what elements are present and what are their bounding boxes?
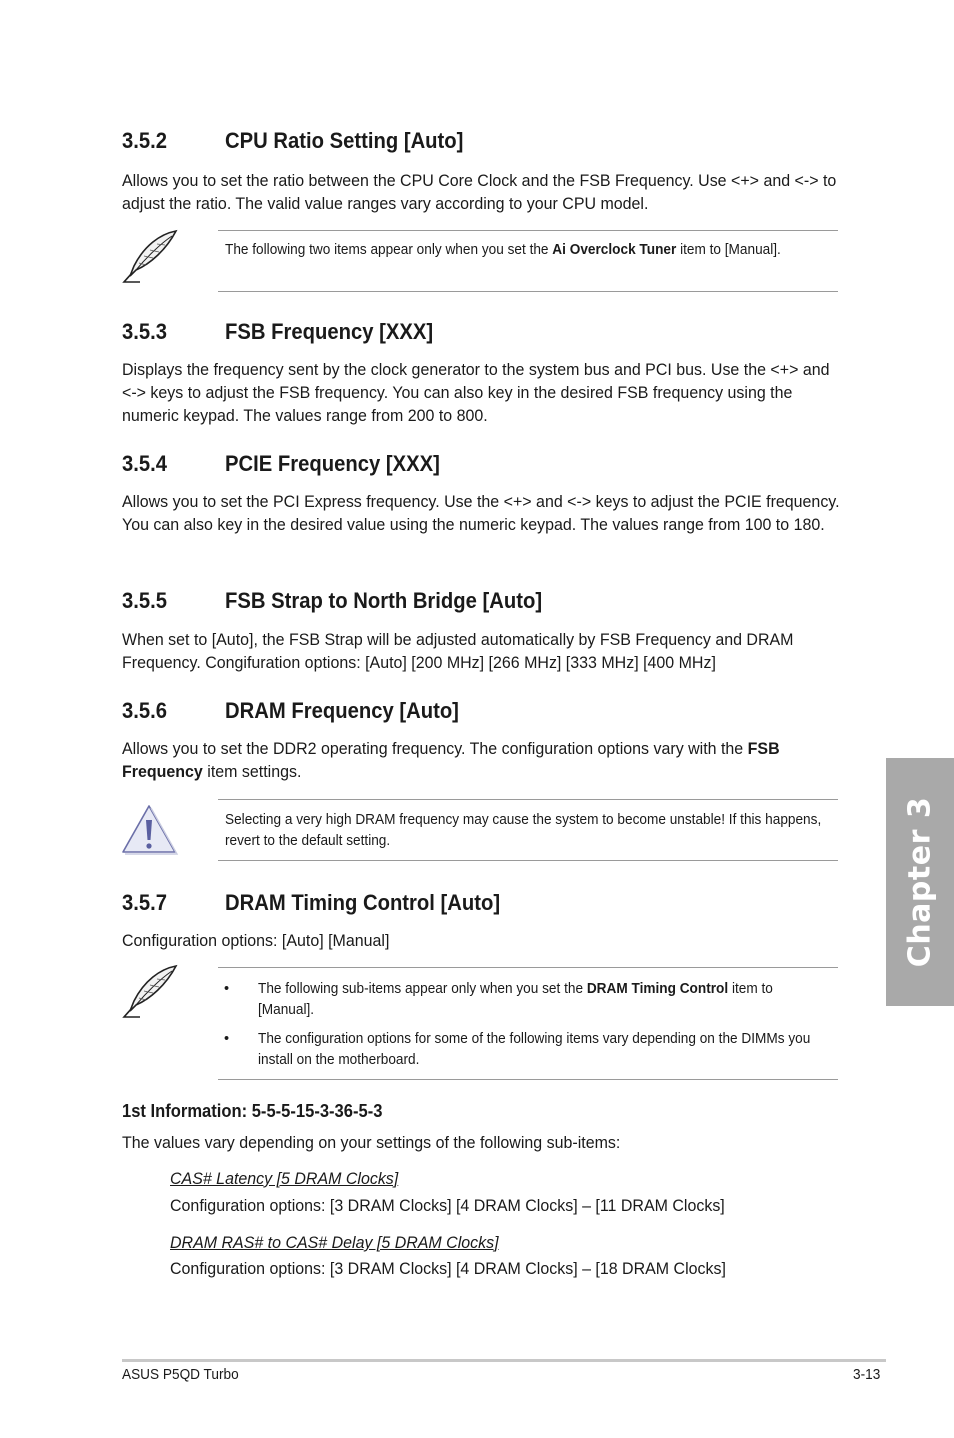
footer-rule xyxy=(122,1359,886,1362)
section-number: 3.5.5 xyxy=(122,588,168,613)
list-item: • The configuration options for some of the following items vary depending on the DIMMs you install on the motherboard. xyxy=(224,1031,811,1068)
chapter-tab-label: Chapter 3 xyxy=(902,796,938,968)
section-body-3-5-2: Allows you to set the ratio between the CPU Core Clock and the FSB Frequency. Use <+> and <-> to adjust the ratio. The valid value ranges vary according to your CPU model. xyxy=(122,171,837,213)
section-heading-3-5-3 xyxy=(122,319,433,345)
section-body-3-5-4: Allows you to set the PCI Express frequency. Use the <+> and <-> keys to adjust the PCIE frequency. You can also key in the desired value using the numeric keypad. The values range from 100 to 180. xyxy=(122,492,840,534)
info-intro: The values vary depending on your settings of the following sub-items: xyxy=(122,1133,621,1152)
section-body-3-5-3: Displays the frequency sent by the clock generator to the system bus and PCI bus. Use the <+> and <-> keys to adjust the FSB frequency. You can also key in the desired FSB frequency using the numeric keypad. The values range from 200 to 800. xyxy=(122,360,830,425)
feather-pen-icon xyxy=(120,228,180,288)
section-title: CPU Ratio Setting [Auto] xyxy=(225,128,464,153)
section-title: DRAM Frequency [Auto] xyxy=(225,698,459,723)
section-title: FSB Strap to North Bridge [Auto] xyxy=(225,588,543,613)
feather-pen-icon xyxy=(120,963,180,1023)
section-heading-3-5-7 xyxy=(122,890,500,916)
note-dram-timing xyxy=(218,967,838,1080)
section-number: 3.5.7 xyxy=(122,890,168,915)
note-ai-overclock: The following two items appear only when you set the Ai Overclock Tuner item to [Manual]. xyxy=(218,230,838,292)
sub-item-options: Configuration options: [3 DRAM Clocks] [4 DRAM Clocks] – [11 DRAM Clocks] xyxy=(170,1196,725,1215)
info-heading: 1st Information: 5-5-5-15-3-36-5-3 xyxy=(122,1101,383,1121)
section-number: 3.5.4 xyxy=(122,451,168,476)
section-title: PCIE Frequency [XXX] xyxy=(225,451,440,476)
section-body-3-5-6: Allows you to set the DDR2 operating frequency. The configuration options vary with the FSB Frequency item settings. xyxy=(122,739,780,781)
sub-item-options: Configuration options: [3 DRAM Clocks] [4 DRAM Clocks] – [18 DRAM Clocks] xyxy=(170,1259,726,1278)
section-number: 3.5.2 xyxy=(122,128,168,153)
section-title: FSB Frequency [XXX] xyxy=(225,319,434,344)
footer-page-number: 3-13 xyxy=(853,1367,881,1383)
section-heading-3-5-5 xyxy=(122,588,542,614)
section-heading-3-5-6 xyxy=(122,698,459,724)
chapter-tab xyxy=(886,758,954,1006)
sub-item-title: DRAM RAS# to CAS# Delay [5 DRAM Clocks] xyxy=(170,1233,499,1252)
section-title: DRAM Timing Control [Auto] xyxy=(225,890,501,915)
warning-triangle-icon xyxy=(120,800,180,860)
section-number: 3.5.3 xyxy=(122,319,168,344)
sub-item-title: CAS# Latency [5 DRAM Clocks] xyxy=(170,1169,399,1188)
section-body-3-5-5: When set to [Auto], the FSB Strap will be adjusted automatically by FSB Frequency and DRAM Frequency. Congifuration options: [Auto] [200 MHz] [266 MHz] [333 MHz] [400 MHz] xyxy=(122,630,794,672)
section-heading-3-5-4 xyxy=(122,451,440,477)
section-heading-3-5-2 xyxy=(122,128,463,154)
footer-product-name: ASUS P5QD Turbo xyxy=(122,1367,239,1383)
section-number: 3.5.6 xyxy=(122,698,168,723)
list-item: • The following sub-items appear only when you set the DRAM Timing Control item to [Manual]. xyxy=(224,981,773,1018)
note-dram-warning: Selecting a very high DRAM frequency may cause the system to become unstable! If this happens, revert to the default setting. xyxy=(218,799,838,861)
section-body-3-5-7: Configuration options: [Auto] [Manual] xyxy=(122,931,390,950)
